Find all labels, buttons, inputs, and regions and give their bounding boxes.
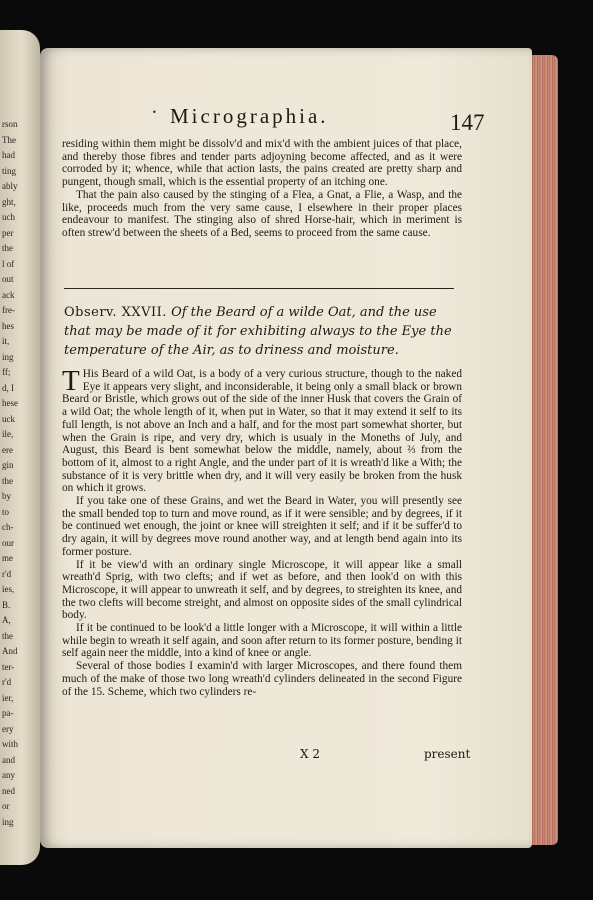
- facing-page-fragment: per: [2, 227, 14, 238]
- facing-page-fragment: ch-: [2, 522, 14, 532]
- facing-page-fragment: by: [2, 491, 11, 501]
- paragraph: Several of those bodies I examin'd with larger Microscopes, and there found them much of the make of those two long wreath'd cylinders delineated in the second Figure of the 15. Scheme, which two cylinders re-: [62, 660, 462, 698]
- facing-page-fragment: uck: [2, 413, 15, 424]
- facing-page-fragment: r'd: [2, 677, 12, 687]
- facing-page-fragment: and: [2, 754, 15, 765]
- page-header: [62, 104, 485, 135]
- observation-heading: [64, 303, 464, 360]
- catchword: present: [424, 747, 471, 761]
- facing-page-fragment: ght,: [2, 196, 16, 207]
- paragraph: residing within them might be dissolv'd and mix'd with the ambient juices of that place, and thereby those fibres and tender parts adjoyning become affected, and as it were corroded by it; whence, while that action lasts, the pains created are pretty sharp and pungent, though small, which is the essential property of an itching one.: [62, 138, 462, 189]
- facing-page-fragment: fre-: [2, 305, 15, 315]
- book-page-edges: [528, 55, 558, 845]
- facing-page-fragment: And: [2, 646, 18, 656]
- paragraph: That the pain also caused by the stinging of a Flea, a Gnat, a Flie, a Wasp, and the like, proceeds much from the very same cause, I elsewhere in their proper places endeavour to manifest. The stinging also of shred Horse-hair, which in meriment is often strew'd between the sheets of a Bed, seems to proceed from the same cause.: [62, 188, 462, 239]
- text-block-top: [62, 138, 462, 240]
- facing-page-fragment: ack: [2, 289, 15, 300]
- section-divider: [64, 288, 454, 289]
- facing-page-fragment: to: [2, 506, 10, 517]
- facing-page-fragment: ting: [2, 165, 17, 176]
- facing-page-fragment: me: [2, 553, 13, 563]
- paragraph: If it be continued to be look'd a little longer with a Microscope, it will within a little while begin to wreath it self again, and soon after return to its former posture, bending it self again neer the middle, into a kind of knee or angle.: [62, 622, 462, 660]
- facing-page-edge: [0, 30, 40, 865]
- facing-page-fragment: hese: [2, 398, 18, 408]
- facing-page-fragment: The: [2, 134, 16, 145]
- facing-page-fragment: ery: [2, 723, 14, 734]
- page-number: 147: [450, 110, 485, 135]
- text-block-main: [62, 365, 462, 698]
- facing-page-fragment: d, I: [2, 382, 14, 393]
- facing-page-fragment: ably: [2, 181, 18, 191]
- running-head: Micrographia.: [170, 104, 329, 128]
- facing-page-fragment: hes: [2, 320, 14, 331]
- observation-label: Observ. XXVII.: [64, 305, 167, 320]
- facing-page-fragment: the: [2, 243, 13, 253]
- facing-page-fragment: gin: [2, 460, 14, 470]
- facing-page-fragment: uch: [2, 212, 15, 222]
- facing-page-fragment: rson: [2, 119, 18, 129]
- facing-page-fragment: l of: [2, 258, 15, 269]
- facing-page-fragment: ff;: [2, 367, 11, 377]
- facing-page-fragment: ned: [2, 785, 15, 796]
- facing-page-fragment: out: [2, 274, 14, 284]
- facing-page-fragment: ing: [2, 351, 14, 362]
- observation-title: Of the Beard of a wilde Oat, and the use that may be made of it for exhibiting always to the Eye the temperature of the Air, as to driness and moisture.: [64, 305, 452, 358]
- facing-page-fragment: had: [2, 150, 15, 160]
- facing-page-fragment: the: [2, 630, 13, 641]
- drop-cap: T: [62, 365, 80, 397]
- facing-page-fragment: the: [2, 475, 13, 486]
- facing-page-fragment: it,: [2, 336, 10, 346]
- ink-mark: •: [152, 108, 157, 117]
- facing-page-fragment: our: [2, 537, 14, 548]
- facing-page-fragment: r'd: [2, 568, 12, 579]
- facing-page-fragment: ile,: [2, 429, 14, 439]
- facing-page-fragment: B.: [2, 599, 11, 610]
- paragraph-text: His Beard of a wild Oat, is a body of a very curious structure, though to the naked Eye it appears very slight, and inconsiderable, it being only a small black or brown Beard or Bristle, which grows out of the side of the inner Husk that covers the Grain of a wild Oat; the whole length of it, when put in Water, so that it may extend it self to its full length, is not above an Inch and a half, and for the most part somewhat shorter, but when the Grain is ripe, and very dry, which is usualy in the Moneths of July, and August, this Beard is bent somewhat below the middle, namely, about ⅔ from the bottom of it, almost to a right Angle, and the under part of it is wreath'd like a With; the substance of it is very brittle when dry, and it will very easily be broken from the husk on which it grows.: [62, 368, 462, 495]
- facing-page-fragment: or: [2, 801, 10, 811]
- signature-mark: X 2: [300, 747, 320, 761]
- facing-page-fragment: pa-: [2, 708, 14, 718]
- facing-page-fragment: ing: [2, 816, 14, 827]
- facing-page-fragment: ere: [2, 444, 13, 455]
- paragraph: [62, 365, 462, 495]
- facing-page-fragment: ter-: [2, 661, 15, 672]
- facing-page-fragment: with: [2, 739, 19, 749]
- paragraph: If it be view'd with an ordinary single Microscope, it will appear like a small wreath'd Sprig, with two clefts; and if wet as before, and then look'd on with this Microscope, it will appear to unwreath it self, and by degrees, to streighten its knee, and the two clefts will become streight, and almost on opposite sides of the small cylindrical body.: [62, 558, 462, 622]
- facing-page-fragment: ier,: [2, 692, 14, 703]
- paragraph: If you take one of these Grains, and wet the Beard in Water, you will presently see the small bended top to turn and move round, as if it were sensible; and by degrees, if it be continued wet enough, the joint or knee will streighten it self; and if it be suffer'd to dry again, it will by degrees move round another way, and at length bend again into its former posture.: [62, 495, 462, 558]
- facing-page-fragment: A,: [2, 615, 11, 625]
- facing-page-fragment: ies,: [2, 584, 15, 594]
- facing-page-fragment: any: [2, 770, 15, 780]
